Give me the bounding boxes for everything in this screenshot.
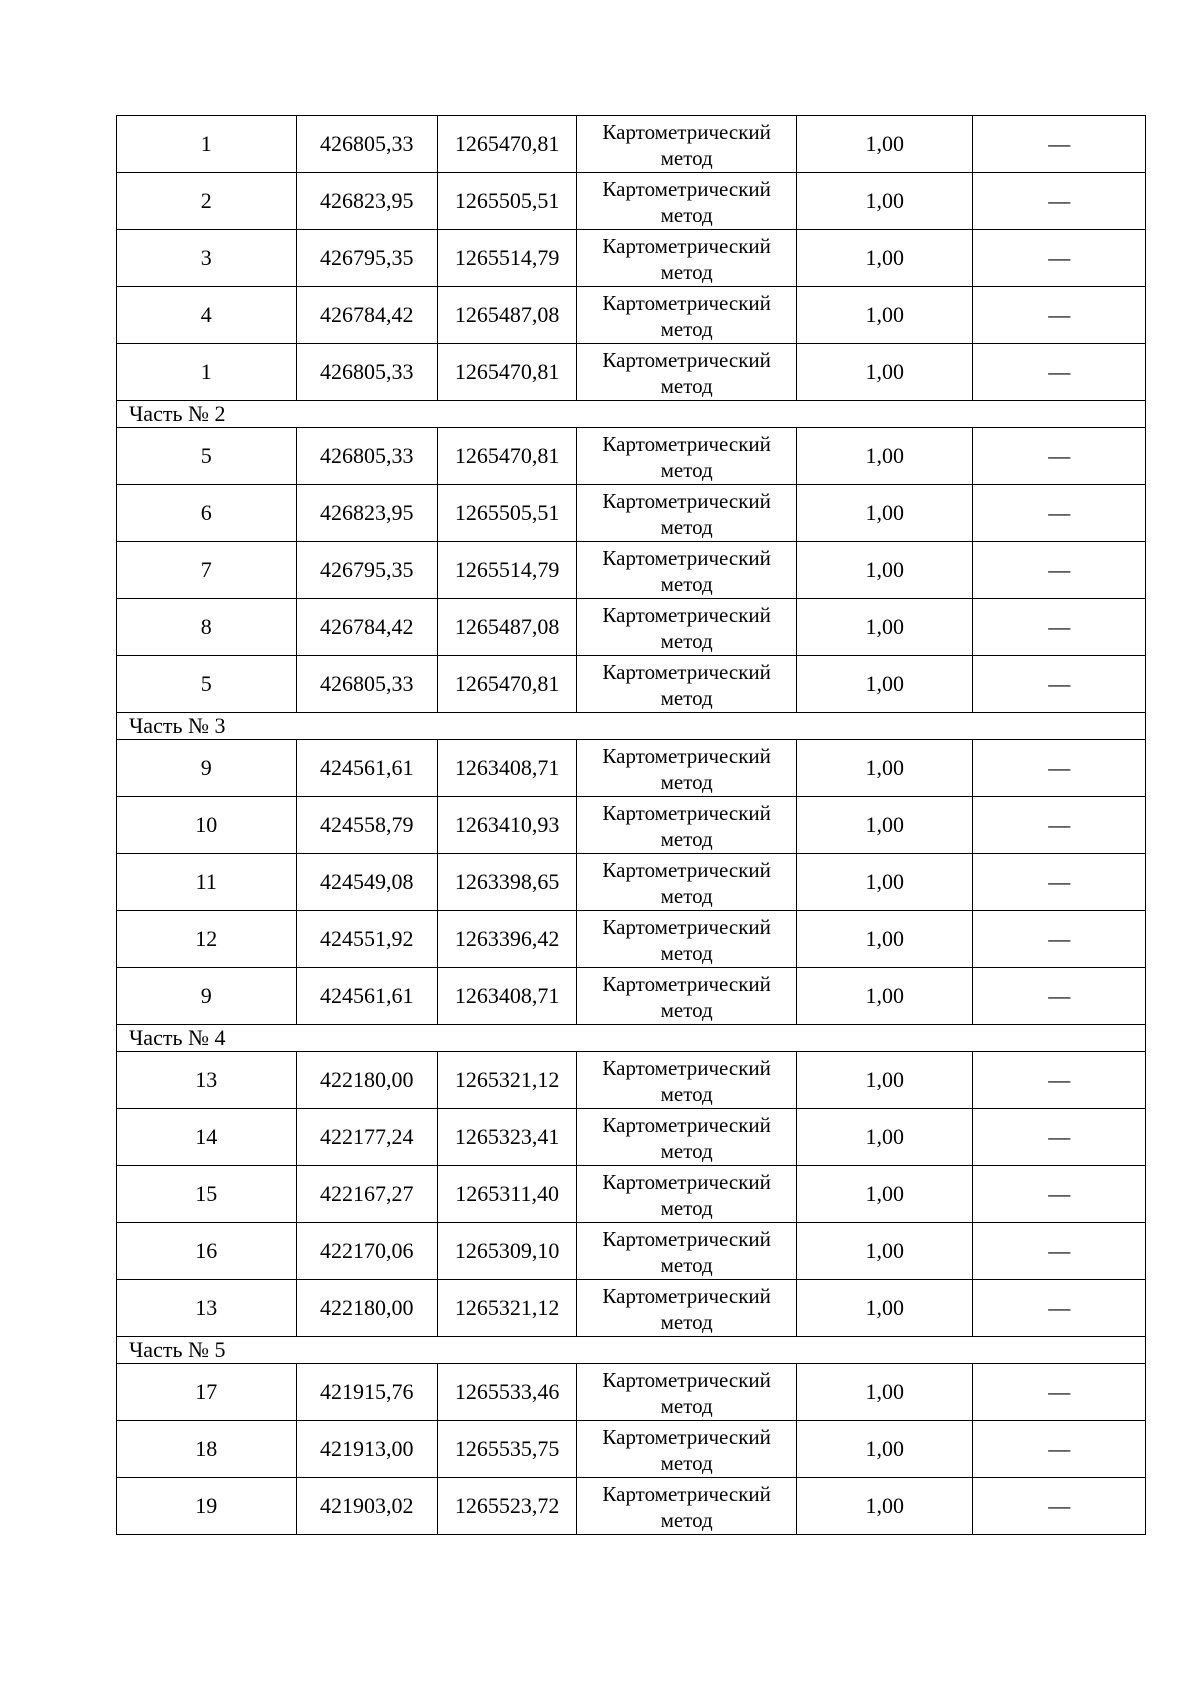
x-coordinate-cell: 426795,35 [296, 542, 437, 599]
accuracy-cell: 1,00 [796, 344, 973, 401]
table-row [117, 485, 1146, 542]
method-cell [577, 599, 797, 656]
x-coordinate-cell: 421903,02 [296, 1478, 437, 1535]
method-line-2: метод [660, 1138, 713, 1163]
accuracy-cell: 1,00 [796, 1223, 973, 1280]
part-label: Часть № 3 [117, 713, 1146, 740]
point-number-cell: 19 [117, 1478, 297, 1535]
y-coordinate-cell: 1265470,81 [437, 656, 576, 713]
method-cell [577, 656, 797, 713]
method-cell [577, 173, 797, 230]
x-coordinate-cell: 422177,24 [296, 1109, 437, 1166]
method-line-2: метод [660, 145, 713, 170]
y-coordinate-cell: 1265470,81 [437, 428, 576, 485]
method-line-1: Картометрический [602, 1169, 771, 1194]
method-cell [577, 1421, 797, 1478]
method-cell [577, 287, 797, 344]
method-line-1: Картометрический [602, 488, 771, 513]
y-coordinate-cell: 1265321,12 [437, 1052, 576, 1109]
table-row [117, 740, 1146, 797]
y-coordinate-cell: 1265323,41 [437, 1109, 576, 1166]
y-coordinate-cell: 1263408,71 [437, 740, 576, 797]
description-cell: — [973, 1364, 1146, 1421]
y-coordinate-cell: 1265487,08 [437, 287, 576, 344]
method-line-2: метод [660, 940, 713, 965]
point-number-cell: 8 [117, 599, 297, 656]
method-cell [577, 1478, 797, 1535]
x-coordinate-cell: 426805,33 [296, 344, 437, 401]
method-line-2: метод [660, 259, 713, 284]
table-row [117, 599, 1146, 656]
description-cell: — [973, 1421, 1146, 1478]
method-line-1: Картометрический [602, 659, 771, 684]
y-coordinate-cell: 1265533,46 [437, 1364, 576, 1421]
point-number-cell: 6 [117, 485, 297, 542]
table-row [117, 797, 1146, 854]
method-cell [577, 116, 797, 173]
y-coordinate-cell: 1265470,81 [437, 116, 576, 173]
x-coordinate-cell: 422170,06 [296, 1223, 437, 1280]
part-header-row [117, 1025, 1146, 1052]
description-cell: — [973, 854, 1146, 911]
description-cell: — [973, 599, 1146, 656]
table-row [117, 116, 1146, 173]
accuracy-cell: 1,00 [796, 428, 973, 485]
method-line-2: метод [660, 1252, 713, 1277]
table-row [117, 911, 1146, 968]
y-coordinate-cell: 1265523,72 [437, 1478, 576, 1535]
method-line-2: метод [660, 997, 713, 1022]
method-line-1: Картометрический [602, 119, 771, 144]
description-cell: — [973, 1223, 1146, 1280]
accuracy-cell: 1,00 [796, 1280, 973, 1337]
method-cell [577, 797, 797, 854]
point-number-cell: 10 [117, 797, 297, 854]
x-coordinate-cell: 426784,42 [296, 599, 437, 656]
method-line-2: метод [660, 373, 713, 398]
point-number-cell: 13 [117, 1052, 297, 1109]
method-cell [577, 344, 797, 401]
accuracy-cell: 1,00 [796, 911, 973, 968]
accuracy-cell: 1,00 [796, 968, 973, 1025]
table-row [117, 344, 1146, 401]
coordinates-table [116, 115, 1146, 1535]
method-line-1: Картометрический [602, 602, 771, 627]
accuracy-cell: 1,00 [796, 740, 973, 797]
y-coordinate-cell: 1263408,71 [437, 968, 576, 1025]
x-coordinate-cell: 426795,35 [296, 230, 437, 287]
description-cell: — [973, 116, 1146, 173]
method-cell [577, 1166, 797, 1223]
description-cell: — [973, 542, 1146, 599]
y-coordinate-cell: 1265309,10 [437, 1223, 576, 1280]
part-header-row [117, 401, 1146, 428]
table-row [117, 854, 1146, 911]
point-number-cell: 5 [117, 428, 297, 485]
point-number-cell: 3 [117, 230, 297, 287]
method-line-1: Картометрический [602, 233, 771, 258]
accuracy-cell: 1,00 [796, 230, 973, 287]
description-cell: — [973, 1280, 1146, 1337]
accuracy-cell: 1,00 [796, 1052, 973, 1109]
x-coordinate-cell: 421913,00 [296, 1421, 437, 1478]
y-coordinate-cell: 1265505,51 [437, 173, 576, 230]
x-coordinate-cell: 422180,00 [296, 1280, 437, 1337]
x-coordinate-cell: 426823,95 [296, 173, 437, 230]
y-coordinate-cell: 1265505,51 [437, 485, 576, 542]
accuracy-cell: 1,00 [796, 287, 973, 344]
point-number-cell: 15 [117, 1166, 297, 1223]
method-line-2: метод [660, 316, 713, 341]
accuracy-cell: 1,00 [796, 599, 973, 656]
point-number-cell: 4 [117, 287, 297, 344]
method-line-1: Картометрический [602, 1226, 771, 1251]
method-line-1: Картометрический [602, 545, 771, 570]
method-line-1: Картометрический [602, 1055, 771, 1080]
y-coordinate-cell: 1265487,08 [437, 599, 576, 656]
table-row [117, 1223, 1146, 1280]
table-row [117, 173, 1146, 230]
method-line-1: Картометрический [602, 857, 771, 882]
method-line-2: метод [660, 571, 713, 596]
description-cell: — [973, 173, 1146, 230]
point-number-cell: 11 [117, 854, 297, 911]
description-cell: — [973, 230, 1146, 287]
x-coordinate-cell: 426784,42 [296, 287, 437, 344]
part-label: Часть № 5 [117, 1337, 1146, 1364]
description-cell: — [973, 797, 1146, 854]
table-row [117, 656, 1146, 713]
method-cell [577, 968, 797, 1025]
description-cell: — [973, 428, 1146, 485]
method-line-2: метод [660, 883, 713, 908]
x-coordinate-cell: 422180,00 [296, 1052, 437, 1109]
y-coordinate-cell: 1263396,42 [437, 911, 576, 968]
point-number-cell: 17 [117, 1364, 297, 1421]
description-cell: — [973, 485, 1146, 542]
method-line-2: метод [660, 769, 713, 794]
table-row [117, 1166, 1146, 1223]
method-line-2: метод [660, 1450, 713, 1475]
method-cell [577, 485, 797, 542]
part-label: Часть № 4 [117, 1025, 1146, 1052]
accuracy-cell: 1,00 [796, 797, 973, 854]
method-line-1: Картометрический [602, 800, 771, 825]
x-coordinate-cell: 421915,76 [296, 1364, 437, 1421]
method-cell [577, 428, 797, 485]
description-cell: — [973, 1478, 1146, 1535]
method-line-2: метод [660, 685, 713, 710]
part-header-row [117, 1337, 1146, 1364]
method-cell [577, 1364, 797, 1421]
point-number-cell: 13 [117, 1280, 297, 1337]
description-cell: — [973, 344, 1146, 401]
method-line-1: Картометрический [602, 1481, 771, 1506]
accuracy-cell: 1,00 [796, 1364, 973, 1421]
point-number-cell: 18 [117, 1421, 297, 1478]
method-line-1: Картометрический [602, 347, 771, 372]
x-coordinate-cell: 426805,33 [296, 656, 437, 713]
part-header-row [117, 713, 1146, 740]
method-line-2: метод [660, 628, 713, 653]
accuracy-cell: 1,00 [796, 485, 973, 542]
method-cell [577, 1280, 797, 1337]
description-cell: — [973, 656, 1146, 713]
table-row [117, 428, 1146, 485]
x-coordinate-cell: 426805,33 [296, 428, 437, 485]
y-coordinate-cell: 1265514,79 [437, 230, 576, 287]
description-cell: — [973, 968, 1146, 1025]
method-cell [577, 911, 797, 968]
table-row [117, 1421, 1146, 1478]
point-number-cell: 2 [117, 173, 297, 230]
y-coordinate-cell: 1265321,12 [437, 1280, 576, 1337]
method-line-1: Картометрический [602, 971, 771, 996]
table-row [117, 1364, 1146, 1421]
accuracy-cell: 1,00 [796, 1166, 973, 1223]
point-number-cell: 1 [117, 116, 297, 173]
method-line-1: Картометрический [602, 914, 771, 939]
method-cell [577, 542, 797, 599]
point-number-cell: 9 [117, 740, 297, 797]
x-coordinate-cell: 424561,61 [296, 968, 437, 1025]
method-cell [577, 1052, 797, 1109]
y-coordinate-cell: 1265470,81 [437, 344, 576, 401]
point-number-cell: 14 [117, 1109, 297, 1166]
method-line-2: метод [660, 457, 713, 482]
method-line-1: Картометрический [602, 431, 771, 456]
y-coordinate-cell: 1265514,79 [437, 542, 576, 599]
x-coordinate-cell: 422167,27 [296, 1166, 437, 1223]
point-number-cell: 9 [117, 968, 297, 1025]
table-row [117, 1052, 1146, 1109]
accuracy-cell: 1,00 [796, 1421, 973, 1478]
x-coordinate-cell: 424549,08 [296, 854, 437, 911]
table-row [117, 1280, 1146, 1337]
point-number-cell: 5 [117, 656, 297, 713]
table-row [117, 287, 1146, 344]
accuracy-cell: 1,00 [796, 656, 973, 713]
method-line-1: Картометрический [602, 1424, 771, 1449]
accuracy-cell: 1,00 [796, 173, 973, 230]
method-line-2: метод [660, 202, 713, 227]
point-number-cell: 12 [117, 911, 297, 968]
table-row [117, 1109, 1146, 1166]
method-line-1: Картометрический [602, 1367, 771, 1392]
y-coordinate-cell: 1263398,65 [437, 854, 576, 911]
method-cell [577, 1109, 797, 1166]
x-coordinate-cell: 424558,79 [296, 797, 437, 854]
table-row [117, 968, 1146, 1025]
x-coordinate-cell: 424561,61 [296, 740, 437, 797]
method-line-2: метод [660, 826, 713, 851]
accuracy-cell: 1,00 [796, 542, 973, 599]
x-coordinate-cell: 426823,95 [296, 485, 437, 542]
method-line-1: Картометрический [602, 743, 771, 768]
point-number-cell: 1 [117, 344, 297, 401]
description-cell: — [973, 740, 1146, 797]
point-number-cell: 16 [117, 1223, 297, 1280]
accuracy-cell: 1,00 [796, 1109, 973, 1166]
coordinates-table-body [117, 116, 1146, 1535]
x-coordinate-cell: 424551,92 [296, 911, 437, 968]
method-cell [577, 1223, 797, 1280]
method-line-1: Картометрический [602, 290, 771, 315]
table-row [117, 542, 1146, 599]
description-cell: — [973, 1166, 1146, 1223]
method-line-1: Картометрический [602, 1283, 771, 1308]
point-number-cell: 7 [117, 542, 297, 599]
description-cell: — [973, 287, 1146, 344]
method-line-2: метод [660, 514, 713, 539]
accuracy-cell: 1,00 [796, 854, 973, 911]
method-line-2: метод [660, 1195, 713, 1220]
part-label: Часть № 2 [117, 401, 1146, 428]
accuracy-cell: 1,00 [796, 116, 973, 173]
method-line-2: метод [660, 1081, 713, 1106]
y-coordinate-cell: 1263410,93 [437, 797, 576, 854]
method-line-1: Картометрический [602, 176, 771, 201]
x-coordinate-cell: 426805,33 [296, 116, 437, 173]
y-coordinate-cell: 1265311,40 [437, 1166, 576, 1223]
table-row [117, 230, 1146, 287]
method-cell [577, 740, 797, 797]
method-line-2: метод [660, 1309, 713, 1334]
description-cell: — [973, 911, 1146, 968]
y-coordinate-cell: 1265535,75 [437, 1421, 576, 1478]
method-cell [577, 230, 797, 287]
accuracy-cell: 1,00 [796, 1478, 973, 1535]
description-cell: — [973, 1109, 1146, 1166]
method-line-1: Картометрический [602, 1112, 771, 1137]
table-row [117, 1478, 1146, 1535]
method-line-2: метод [660, 1393, 713, 1418]
method-cell [577, 854, 797, 911]
method-line-2: метод [660, 1507, 713, 1532]
description-cell: — [973, 1052, 1146, 1109]
